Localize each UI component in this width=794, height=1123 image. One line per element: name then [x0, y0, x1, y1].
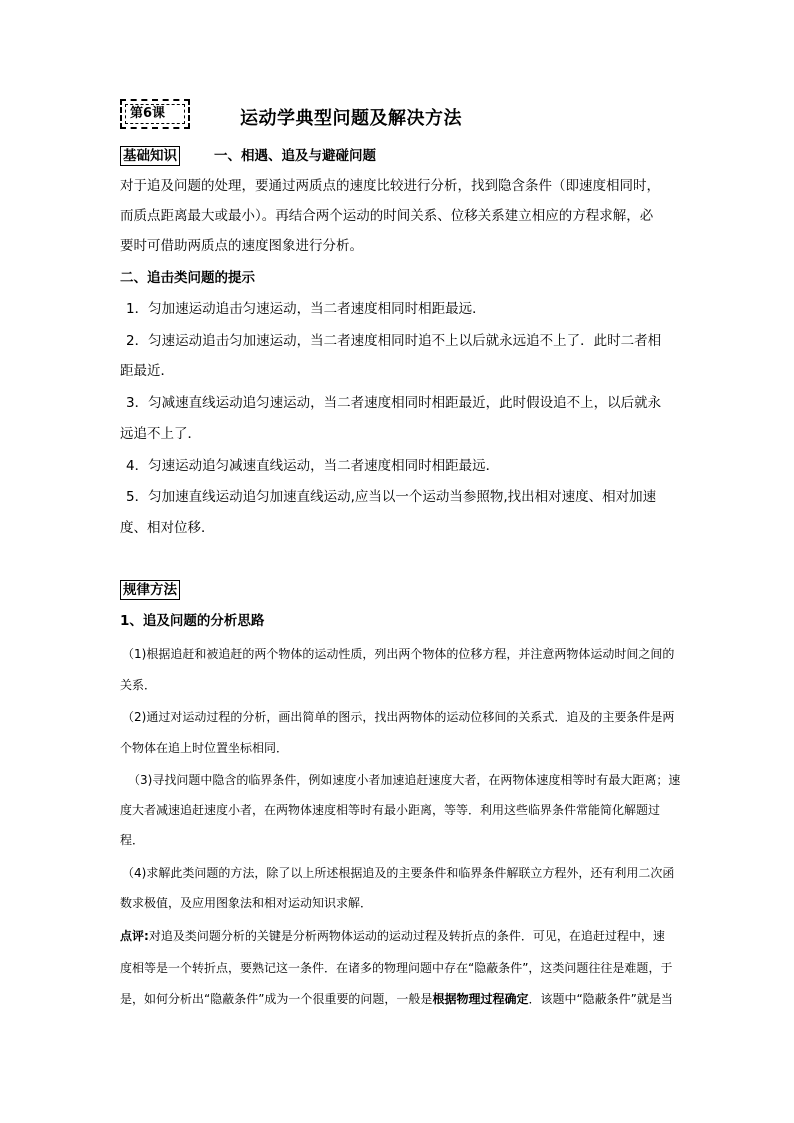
section-heading-1: 一、相遇、追及与避碰问题: [214, 148, 376, 164]
section-tag-methods: 规律方法: [120, 580, 180, 600]
list-item: 2．匀速运动追击匀加速运动，当二者速度相同时追不上以后就永远追不上了．此时二者相: [126, 333, 662, 349]
paragraph-line: （4)求解此类问题的方法，除了以上所述根据追及的主要条件和临界条件解联立方程外，还有利用二次函: [122, 866, 675, 880]
paragraph-line: （3)寻找问题中隐含的临界条件，例如速度小者加速追赶速度大者，在两物体速度相等时有最大距离；速: [128, 773, 681, 787]
paragraph-line: 程．: [120, 833, 145, 847]
paragraph-line: 而质点距离最大或最小）。再结合两个运动的时间关系、位移关系建立相应的方程求解，必: [120, 208, 654, 224]
lesson-number-box: [120, 99, 190, 129]
list-item-continued: 远追不上了．: [120, 426, 201, 442]
list-item-continued: 距最近．: [120, 363, 174, 379]
list-item: 5．匀加速直线运动追匀加速直线运动,应当以一个运动当参照物,找出相对速度、相对加速: [126, 489, 657, 505]
paragraph-line: 要时可借助两质点的速度图象进行分析。: [120, 238, 363, 254]
section-tag-basic: 基础知识: [120, 146, 180, 166]
note-label: 点评:: [120, 929, 149, 943]
paragraph-line: 关系．: [120, 678, 157, 692]
list-item: 4．匀速运动追匀减速直线运动，当二者速度相同时相距最远．: [126, 458, 500, 474]
note-line: [120, 990, 673, 1008]
note-text: 对追及类问题分析的关键是分析两物体运动的运动过程及转折点的条件．可见，在追赶过程中，速: [148, 929, 665, 943]
page-title: 运动学典型问题及解决方法: [240, 108, 462, 129]
paragraph-line: 数求极值，及应用图象法和相对运动知识求解．: [120, 896, 373, 910]
list-item-continued: 度、相对位移．: [120, 520, 215, 536]
paragraph-line: （1)根据追赶和被追赶的两个物体的运动性质，列出两个物体的位移方程，并注意两物体运动时间之间的: [122, 647, 675, 661]
section-heading-3: 1、追及问题的分析思路: [120, 613, 265, 629]
paragraph-line: 度大者减速追赶速度小者，在两物体速度相等时有最小距离，等等．利用这些临界条件常能简化解题过: [120, 803, 661, 817]
paragraph-line: （2)通过对运动过程的分析，画出简单的图示，找出两物体的运动位移间的关系式．追及的主要条件是两: [122, 710, 675, 724]
list-item: 1．匀加速运动追击匀速运动，当二者速度相同时相距最远．: [126, 301, 486, 317]
paragraph-line: 个物体在追上时位置坐标相同．: [120, 741, 289, 755]
section-heading-2: 二、追击类问题的提示: [120, 270, 255, 286]
paragraph-line: 对于追及问题的处理，要通过两质点的速度比较进行分析，找到隐含条件（即速度相同时，: [120, 178, 660, 194]
note-text: 是，如何分析出“隐蔽条件”成为一个很重要的问题，一般是: [120, 992, 433, 1006]
note-line: [120, 927, 665, 945]
lesson-number: 第6课: [130, 106, 166, 121]
note-text: ．该题中“隐蔽条件”就是当: [528, 992, 673, 1006]
note-line: 度相等是一个转折点，要熟记这一条件．在诸多的物理问题中存在“隐蔽条件”，这类问题往往是难题，于: [120, 961, 673, 975]
list-item: 3．匀减速直线运动追匀速运动，当二者速度相同时相距最近，此时假设追不上，以后就永: [126, 395, 662, 411]
note-emphasis: 根据物理过程确定: [432, 992, 529, 1006]
